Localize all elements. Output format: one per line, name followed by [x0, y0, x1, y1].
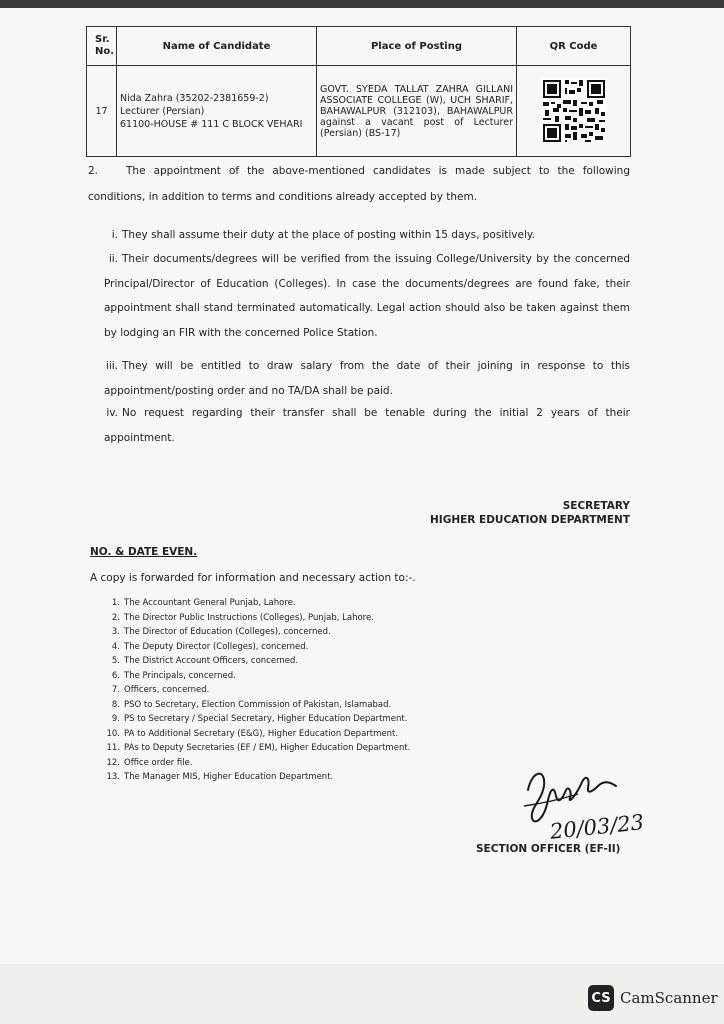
list-item-text: The Director of Education (Colleges), concerned.: [124, 627, 331, 637]
list-item-text: Officers, concerned.: [124, 685, 210, 695]
list-item: [104, 727, 410, 742]
signature-icon: [518, 760, 648, 842]
header-place: Place of Posting: [317, 27, 517, 66]
qr-code-icon: [541, 78, 607, 144]
signatory-title: SECRETARY: [562, 500, 630, 512]
signatory-block: [400, 499, 630, 527]
list-item: [104, 654, 410, 669]
list-item-number: 4.: [111, 641, 120, 652]
list-item-number: 3.: [111, 627, 120, 637]
condition-numeral: i.: [111, 229, 118, 241]
list-item-text: The Accountant General Punjab, Lahore.: [124, 598, 296, 608]
condition-text: They will be entitled to draw salary from the date of their joining in response to this appointment/posting order and no TA/DA shall be paid.: [104, 360, 630, 397]
paragraph-number: 2.: [88, 165, 99, 177]
handwritten-signature: [518, 760, 648, 846]
condition-i: [104, 223, 630, 248]
list-item-text: Office order file.: [124, 757, 193, 768]
list-item: [104, 611, 410, 626]
list-item-number: 6.: [111, 670, 120, 681]
list-item-number: 9.: [111, 714, 120, 724]
list-item-text: The Principals, concerned.: [124, 670, 236, 681]
candidate-address: 61100-HOUSE # 111 C BLOCK VEHARI: [120, 118, 303, 130]
camscanner-watermark: [588, 985, 718, 1011]
posting-table: [86, 26, 631, 157]
section-officer-title: SECTION OFFICER (EF-II): [476, 843, 621, 855]
condition-iv: [104, 401, 630, 450]
list-item-text: The Deputy Director (Colleges), concerned.: [124, 641, 309, 652]
list-item: [104, 625, 410, 640]
list-item-number: 12.: [106, 757, 120, 768]
list-item-number: 7.: [111, 685, 120, 695]
signature-date: 20/03/23: [548, 810, 646, 842]
list-item: [104, 683, 410, 698]
list-item-text: PSO to Secretary, Election Commission of Pakistan, Islamabad.: [124, 699, 392, 710]
camscanner-logo-icon: CS: [588, 985, 614, 1011]
list-item: [104, 770, 410, 785]
candidate-post: Lecturer (Persian): [120, 105, 205, 117]
list-item: [104, 756, 410, 771]
condition-numeral: ii.: [108, 253, 118, 265]
table-row: [87, 66, 631, 157]
signatory-department: HIGHER EDUCATION DEPARTMENT: [430, 514, 630, 526]
copy-forwarded-text: A copy is forwarded for information and necessary action to:-.: [90, 572, 416, 584]
row-place-of-posting: GOVT. SYEDA TALLAT ZAHRA GILLANI ASSOCIATE COLLEGE (W), UCH SHARIF, BAHAWALPUR (312103), BAHAWALPUR against a vacant post of Lecturer (Persian) (BS-17): [317, 66, 517, 157]
list-item-number: 10.: [106, 728, 120, 739]
list-item-number: 1.: [111, 598, 120, 608]
camscanner-text: CamScanner: [620, 989, 718, 1007]
table-header-row: [87, 27, 631, 66]
list-item: [104, 698, 410, 713]
list-item-text: The Director Public Instructions (Colleges), Punjab, Lahore.: [124, 612, 374, 623]
list-item-number: 11.: [106, 743, 120, 753]
paragraph-text: The appointment of the above-mentioned candidates is made subject to the following conditions, in addition to terms and conditions already accepted by them.: [88, 165, 630, 203]
condition-iii: [104, 354, 630, 403]
condition-ii: [104, 247, 630, 345]
row-sr-no: 17: [87, 66, 117, 157]
condition-numeral: iii.: [105, 360, 118, 372]
condition-text: No request regarding their transfer shall be tenable during the initial 2 years of their appointment.: [104, 407, 630, 444]
list-item-text: PS to Secretary / Special Secretary, Higher Education Department.: [124, 714, 408, 724]
list-item-number: 5.: [111, 656, 120, 666]
list-item-text: PAs to Deputy Secretaries (EF / EM), Higher Education Department.: [124, 743, 411, 753]
list-item: [104, 741, 410, 756]
list-item: [104, 669, 410, 684]
header-qr: QR Code: [517, 27, 631, 66]
header-sr-no: Sr. No.: [87, 27, 117, 66]
condition-text: They shall assume their duty at the place of posting within 15 days, positively.: [122, 229, 535, 241]
list-item-text: The Manager MIS, Higher Education Department.: [124, 772, 334, 782]
list-item: [104, 640, 410, 655]
paragraph-2: [88, 158, 630, 210]
distribution-list: [104, 596, 410, 785]
list-item-number: 8.: [111, 699, 120, 710]
list-item: [104, 712, 410, 727]
condition-text: Their documents/degrees will be verified from the issuing College/University by the concerned Principal/Director of Education (Colleges). In case the documents/degrees are found fake, their appointment shall stand terminated automatically. Legal action should also be taken against them by lodging an FIR with the concerned Police Station.: [104, 253, 630, 339]
row-qr-cell: [517, 66, 631, 157]
list-item-number: 13.: [106, 772, 120, 782]
condition-numeral: iv.: [106, 407, 118, 419]
candidate-name: Nida Zahra (35202-2381659-2): [120, 92, 269, 104]
no-and-date: NO. & DATE EVEN.: [90, 546, 198, 558]
header-name: Name of Candidate: [117, 27, 317, 66]
list-item-text: The District Account Officers, concerned.: [124, 656, 299, 666]
row-candidate-name: [117, 66, 317, 157]
list-item: [104, 596, 410, 611]
list-item-text: PA to Additional Secretary (E&G), Higher Education Department.: [124, 728, 399, 739]
list-item-number: 2.: [111, 612, 120, 623]
scan-edge-shadow: [0, 0, 724, 8]
